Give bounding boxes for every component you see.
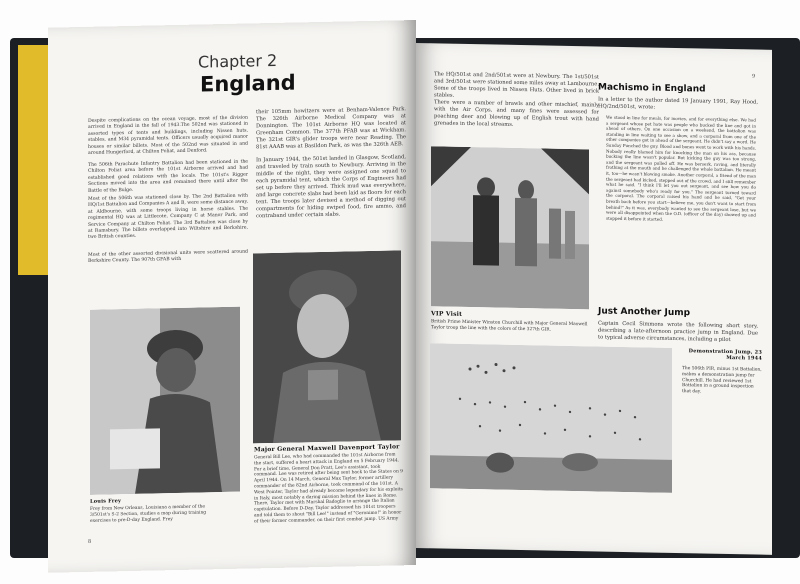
caption-title-taylor: Major General Maxwell Davenport Taylor (254, 443, 400, 454)
paragraph-divisional-units: Most of the other assorted divisional units were scattered around Berkshire County. The 907th GFAB with (88, 249, 248, 265)
caption-text-vip: British Prime Minister Winston Churchill with Major General Maxwell Taylor troop the line with the colors of the 327th GIR. (431, 319, 588, 333)
photo-churchill-visit (431, 146, 589, 309)
photo-louis-frey (90, 307, 240, 495)
caption-title-frey: Louis Frey (90, 498, 122, 505)
paragraph-506th: The 506th Parachute Infantry Battalion had been stationed in the Chilton Foliat area before the 101st Airborne arrived and had established good relations with the locals. The 101st's Rigger Sections moved into the area and remained there until after the Battle of the Bulge. (88, 159, 248, 194)
caption-title-vip: VIP Visit (431, 310, 463, 318)
caption-title-demonstration: Demonstration Jump, 23 March 1944 (688, 348, 762, 362)
machismo-quote: We stood in line for meals, for movies, and for everything else. We had a sergeant whose pet hate was people who bucked the line and got in ahead of others. On one occasion on a weekend, the battalion was standing in line waiting to see a show, and a corporal from one of the other companies got in ahead of the sergeant. He didn't say a word. He Sunday Punched the guy. Blood and bones went to work with his hands. Nobody really blamed him for knocking the man on his ass, because bucking the line wasn't popular. But kicking the guy was too strong, and the sergeant was pulled off. He was berserk, raving, and literally frothing at the mouth and he challenged the whole battalion. He meant it, too—he wasn't blowing smoke. Another corporal, a friend of the man the sergeant had kicked, stepped out of the crowd, and I still remember what he said. "I think I'll let you out sergeant, and see how you do against somebody who's ready for you." The sergeant turned toward the corporal. The corporal raised his hand and he said, "Get your breath back before you start—believe me, you don't want to start from behind!" As it was, everybody wanted to see the sergeant lose, but we were all disappointed when the O.D. (officer of the day) showed up and stopped it before it started. (606, 114, 756, 222)
right-page (416, 43, 772, 555)
right-mischief-paragraph: There were a number of brawls and other mischief, mainly with the Air Corps, and many fines were assessed for poaching deer and blowing up of English trout with hand grenades in the local streams. (434, 99, 599, 128)
machismo-intro: In a letter to the author dated 19 January 1991, Ray Hood, HQ/2nd/501st, wrote: (598, 96, 758, 111)
photo-maxwell-taylor (253, 250, 401, 443)
caption-text-demonstration: The 506th PIR, minus 1st Battalion, makes a demonstration jump for Churchill. He had reviewed 1st Battalion in a ground inspection that day. (682, 366, 762, 395)
paragraph-billets: Most of the 506th was stationed close by. The 2nd Battalion with HQ/1st Battalion and Companies A and B, were some distance away, at Aldbourne, with some troops living in horse stables. The regimental HQ was at Littlecote, Company C at Manor Park, and Service Company at Chilton Foliat. The 3rd Battalion was close by at Ramsbury. The billets overlapped into Wiltshire and Berkshire, two British counties. (88, 193, 248, 241)
jump-paragraph: Captain Cecil Simmons wrote the following short story, describing a late-afternoon practice jump in England. Due to typical adverse circumstances, including a pilot (598, 320, 758, 344)
left-page (48, 20, 416, 573)
page-number-left: 8 (88, 538, 92, 545)
caption-text-taylor: General Bill Lee, who had commanded the 101st Airborne from the start, suffered a heart attack in England on 5 February 1944. For a brief time, General Don Pratt, Lee's assistant, took command. Lee was retired after being sent back to the States on 9 April 1944. On 14 March, General Max Taylor, former artillery commander of the 82nd Airborne, took command of the 101st. A West Pointer, Taylor had already become legendary for his exploits in Italy, most notably a daring mission behind the lines in Rome. There, Taylor met with Marshal Badoglio to arrange the Italian capitulation. Before D-Day, Taylor addressed his 101st troopers and told them to shout "Bill Lee!" instead of "Geronimo!" in honor of their former commander, on their first combat jump. US Army (254, 452, 403, 525)
heading-just-another-jump: Just Another Jump (598, 306, 691, 319)
photo-demonstration-jump (430, 343, 672, 493)
caption-text-frey: Frey from New Orleans, Louisiana a member of the 3/501st's S-2 Section, studies a map during training exercises to pre-D-day England. Frey (90, 504, 207, 524)
chapter-label: Chapter 2 (198, 50, 278, 72)
chapter-title: England (200, 70, 296, 97)
page-number-right: 9 (752, 73, 756, 80)
right-intro-paragraph: The HQ/501st and 2nd/501st were at Newbury. The 1st/501st and 3rd/501st were stationed some miles away at Lambourne. Some of the troops lived in Nissen Huts. Other lived in brick stables. (434, 71, 599, 99)
intro-paragraph: Despite complications on the ocean voyage, most of the division arrived in England in the fall of 1943.The 502nd was stationed in assorted types of tents and buildings, including Nissen huts, stables, and M34 pyramidal tents. Officers usually acquired manor houses or similar billets. Most of the 502nd was situated in and around Hungerford, at Chilton Foliat, and Denford. (88, 115, 248, 156)
heading-machismo: Machismo in England (598, 82, 706, 95)
column-2-paragraph-501st: In January 1944, the 501st landed in Glasgow, Scotland, and traveled by train south to Newbury. Arriving in the middle of the night, they were assigned one squad to each pyramidal tent, which the Corps of Engineers had set up before they arrived. Thick mud was everywhere, and large concrete slabs had been laid as floors for each tent. The troops later devised a method of digging out compartments for hiding swiped food, fire ammo, and contraband under certain slabs. (256, 154, 406, 220)
column-2-paragraph: their 105mm howitzers were at Benham-Valence Park. The 326th Airborne Medical Company was at Donnington. The 101st Airborne HQ was located at Greenham Common. The 377th PFAB was at Wickham. The 321st GIR's glider troops were near Reading. The 81st AAAB was at Basildon Park, as was the 326th AEB. (256, 106, 406, 151)
